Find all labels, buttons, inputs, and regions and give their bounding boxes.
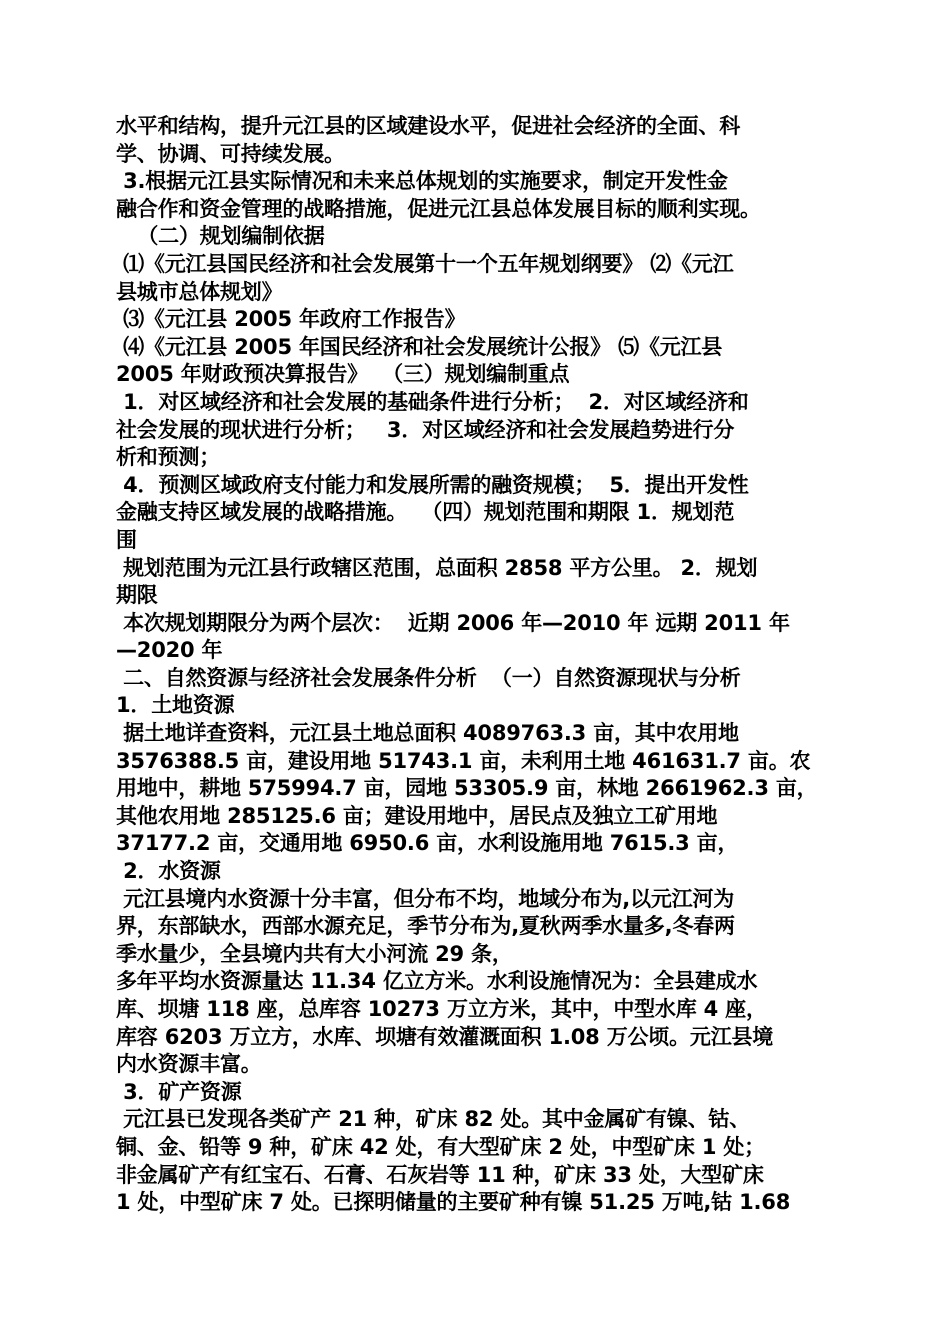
- text-line: 4．预测区域政府支付能力和发展所需的融资规模； 5．提出开发性: [116, 472, 749, 497]
- text-line: 期限: [116, 583, 158, 608]
- text-line: ⑴《元江县国民经济和社会发展第十一个五年规划纲要》 ⑵《元江: [116, 251, 734, 276]
- text-line: ⑷《元江县 2005 年国民经济和社会发展统计公报》 ⑸《元江县: [116, 334, 723, 359]
- text-line: 库容 6203 万立方，水库、坝塘有效灌溉面积 1.08 万公顷。元江县境: [116, 1024, 774, 1049]
- section-heading: 二、自然资源与经济社会发展条件分析 （一）自然资源现状与分析: [116, 665, 741, 690]
- text-line: 据土地详查资料，元江县土地总面积 4089763.3 亩，其中农用地: [116, 721, 739, 746]
- text-line: 多年平均水资源量达 11.34 亿立方米。水利设施情况为：全县建成水: [116, 969, 758, 994]
- text-line: 元江县已发现各类矿产 21 种，矿床 82 处。其中金属矿有镍、钴、: [116, 1107, 751, 1132]
- text-line: 界，东部缺水，西部水源充足，季节分布为,夏秋两季水量多,冬春两: [116, 914, 735, 939]
- text-line: 内水资源丰富。: [116, 1052, 262, 1077]
- text-line: 3576388.5 亩，建设用地 51743.1 亩，未利用土地 461631.7 亩。农: [116, 748, 811, 773]
- text-line: 本次规划期限分为两个层次： 近期 2006 年—2010 年 远期 2011 年: [116, 610, 790, 635]
- text-line: 社会发展的现状进行分析； 3．对区域经济和社会发展趋势进行分: [116, 417, 735, 442]
- text-line: 2005 年财政预决算报告》 （三）规划编制重点: [116, 362, 570, 387]
- subsection-heading: 3．矿产资源: [116, 1079, 242, 1104]
- text-line: 季水量少，全县境内共有大小河流 29 条，: [116, 941, 513, 966]
- section-heading: （二）规划编制依据: [116, 224, 325, 249]
- subsection-heading: 1．土地资源: [116, 693, 235, 718]
- text-line: 1．对区域经济和社会发展的基础条件进行分析； 2．对区域经济和: [116, 389, 749, 414]
- text-line: 县城市总体规划》: [116, 279, 283, 304]
- document-body: [116, 113, 840, 1217]
- text-line: 3.根据元江县实际情况和未来总体规划的实施要求，制定开发性金: [116, 169, 728, 194]
- text-line: 融合作和资金管理的战略措施，促进元江县总体发展目标的顺利实现。: [116, 196, 761, 221]
- text-line: 37177.2 亩，交通用地 6950.6 亩，水利设施用地 7615.3 亩，: [116, 831, 739, 856]
- text-line: 非金属矿产有红宝石、石膏、石灰岩等 11 种，矿床 33 处，大型矿床: [116, 1162, 764, 1187]
- text-line: ⑶《元江县 2005 年政府工作报告》: [116, 307, 466, 332]
- text-line: 学、协调、可持续发展。: [116, 141, 345, 166]
- text-line: 1 处，中型矿床 7 处。已探明储量的主要矿种有镍 51.25 万吨,钴 1.68: [116, 1190, 791, 1215]
- text-line: 水平和结构，提升元江县的区域建设水平，促进社会经济的全面、科: [116, 114, 740, 138]
- text-line: 其他农用地 285125.6 亩；建设用地中，居民点及独立工矿用地: [116, 803, 718, 828]
- text-line: 用地中，耕地 575994.7 亩，园地 53305.9 亩，林地 2661962.3 亩，: [116, 776, 818, 801]
- text-line: 元江县境内水资源十分丰富，但分布不均，地域分布为,以元江河为: [116, 886, 735, 911]
- subsection-heading: 2．水资源: [116, 859, 221, 884]
- text-line: 析和预测；: [116, 445, 220, 470]
- text-line: 围: [116, 527, 137, 552]
- text-line: —2020 年: [116, 638, 223, 663]
- text-line: 铜、金、铅等 9 种，矿床 42 处，有大型矿床 2 处，中型矿床 1 处；: [116, 1134, 765, 1159]
- text-line: 规划范围为元江县行政辖区范围，总面积 2858 平方公里。 2．规划: [116, 555, 758, 580]
- text-line: 金融支持区域发展的战略措施。 （四）规划范围和期限 1．规划范: [116, 500, 735, 525]
- text-line: 库、坝塘 118 座，总库容 10273 万立方米，其中，中型水库 4 座，: [116, 997, 767, 1021]
